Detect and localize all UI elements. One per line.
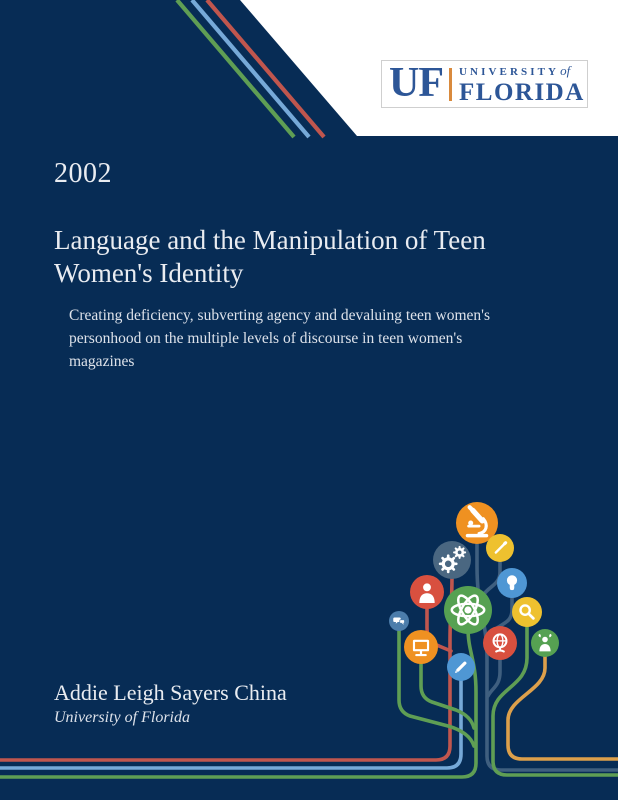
branch-red-main [0,576,452,760]
paintbrush-icon [486,534,514,562]
logo-divider-bar [449,68,452,101]
logo-wordmark [459,64,585,105]
lightbulb-icon [497,568,527,598]
logo-of-text: of [560,62,571,78]
monitor-icon [404,630,438,664]
logo-florida-text: FLORIDA [459,78,585,106]
magnifier-icon [512,597,542,627]
author-name: Addie Leigh Sayers China [54,680,287,705]
publication-year: 2002 [54,158,112,189]
branch-slate-brush [484,558,500,594]
pencil-icon [447,653,475,681]
logo-university-text: UNIVERSITY [459,65,560,78]
page-title: Language and the Manipulation of Teen Women's Identity [54,225,486,288]
globe-icon [483,626,517,660]
person-icon [410,575,444,609]
author-affiliation: University of Florida [54,709,190,726]
tree-nodes [389,502,559,681]
chat-icon [389,611,409,631]
branch-slate-globe [488,658,500,696]
university-logo [381,60,588,108]
atom-icon [444,586,492,634]
uf-monogram: UF [389,60,443,107]
graduate-icon [531,629,559,657]
page-subtitle: Creating deficiency, subverting agency and devaluing teen women's personhood on the multiple levels of discourse in teen women's magazines [69,307,491,370]
tree-branches [0,540,618,777]
gears-icon [433,541,471,579]
